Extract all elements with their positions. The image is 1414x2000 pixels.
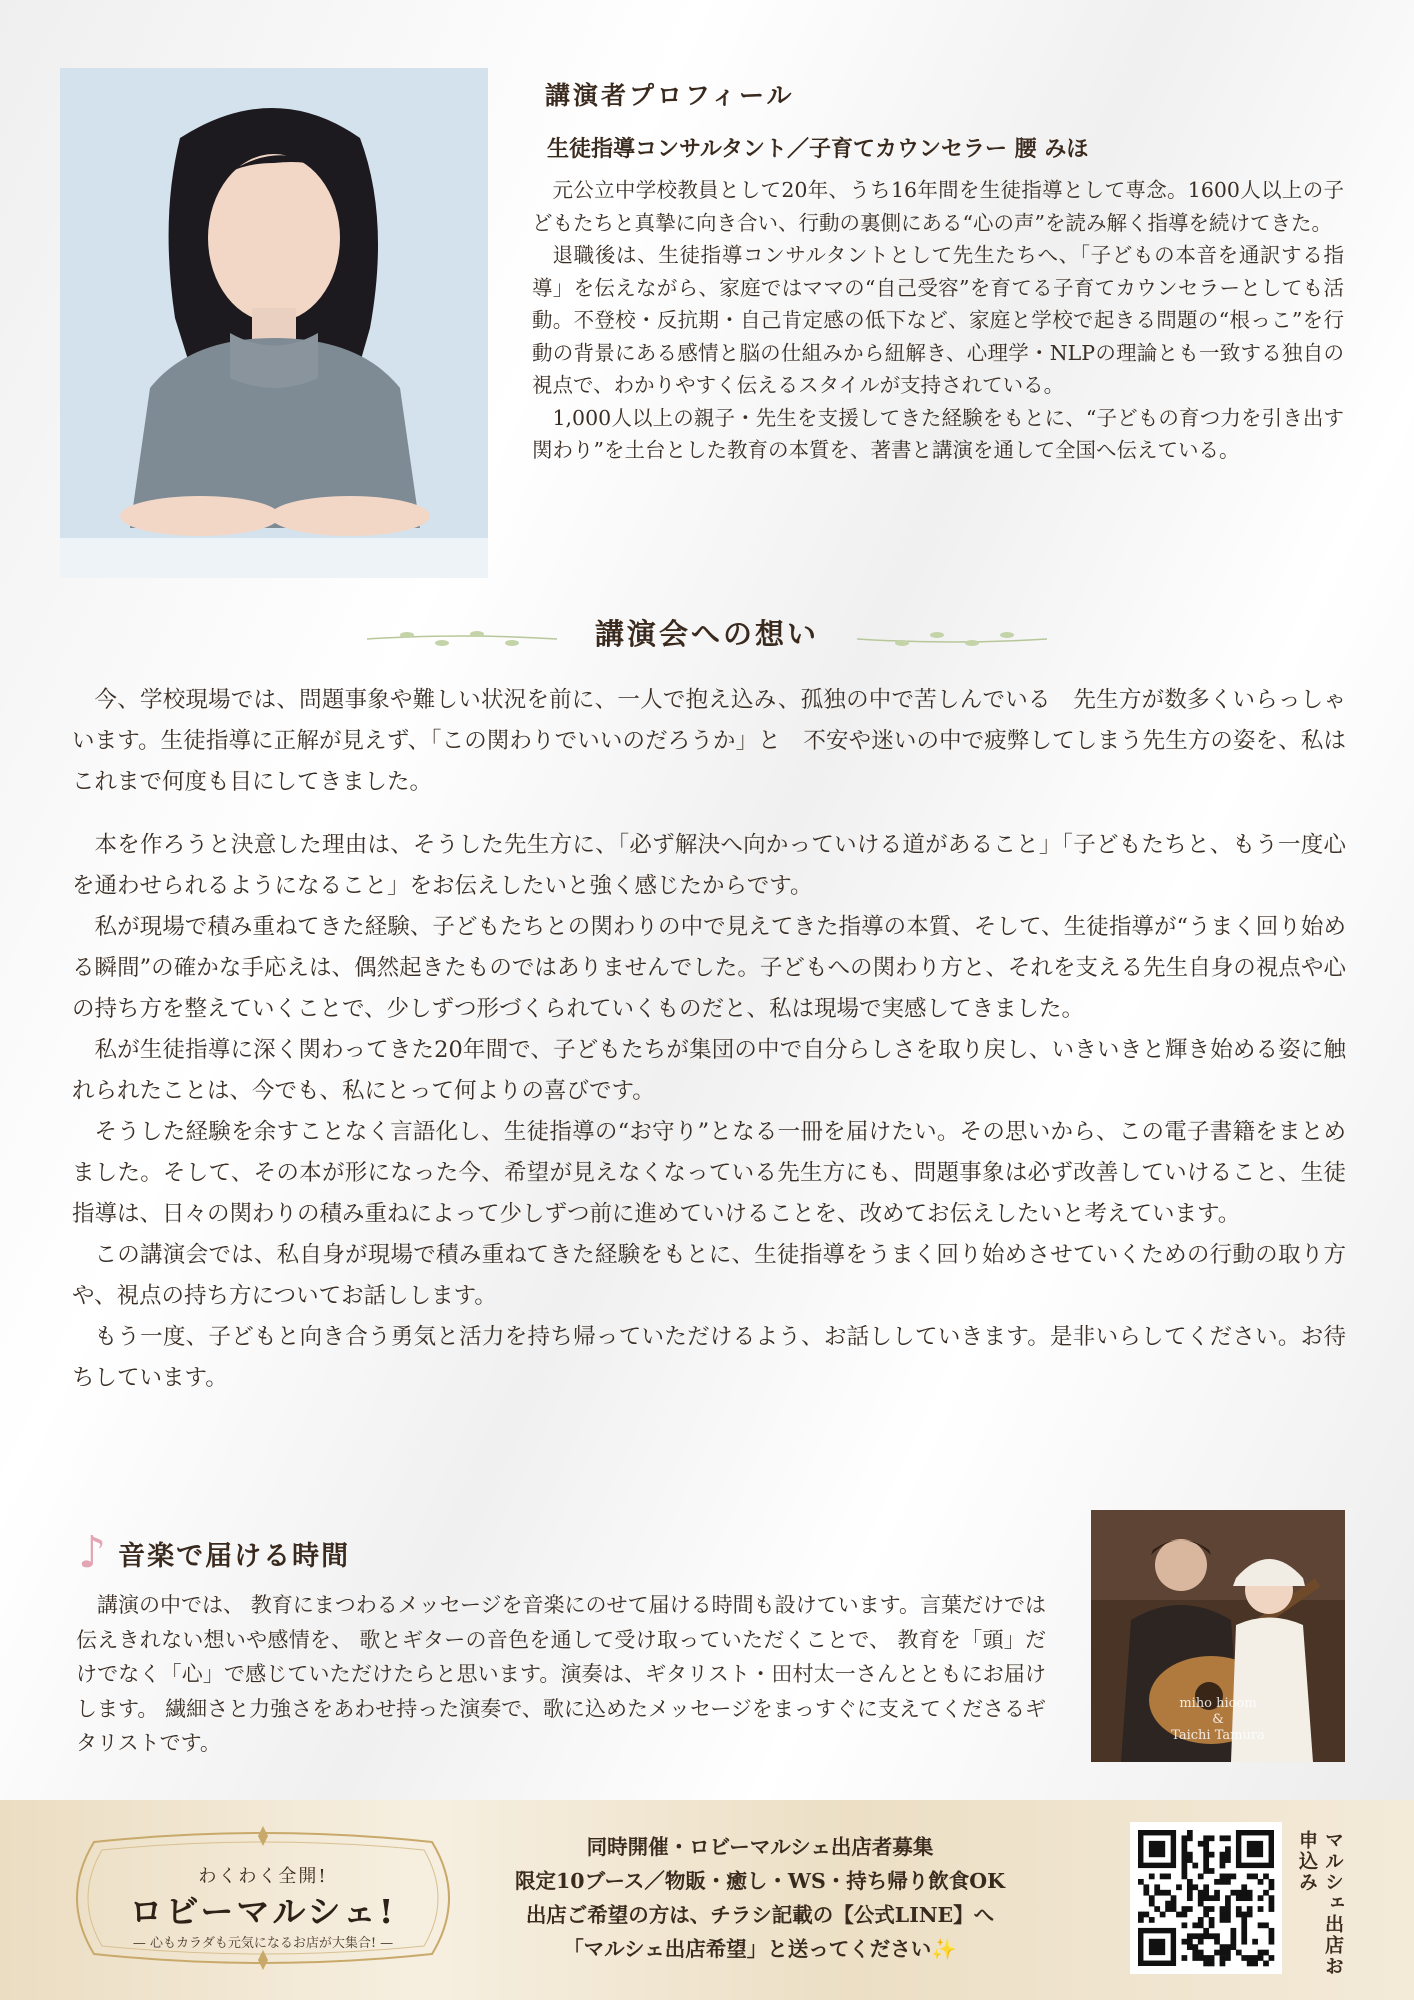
recruit-line: 同時開催・ロビーマルシェ出店者募集 [586,1835,934,1859]
music-paragraph: 講演の中では、 教育にまつわるメッセージを音楽にのせて届ける時間も設けています。言葉だけでは伝えきれない想いや感情を、 歌とギターの音色を通して受け取っていただくことで、 教育を「頭」だけでなく「心」で感じていただけたらと思います。演奏は、ギタリスト・田村太一さんとともにお届けします。 繊細さと力強さをあわせ持った演奏で、歌に込めたメッセージをまっすぐに支えてくださるギタリストです。 [76,1593,1046,1755]
photo-caption-line: Taichi Tamura [1171,1728,1265,1743]
music-heading [78,1528,350,1578]
profile-paragraph: 退職後は、生徒指導コンサルタントとして先生たちへ、「子どもの本音を通訳する指導」を伝えながら、家庭ではママの“自己受容”を育てる子育てカウンセラーとしても活動。不登校・反抗期・自己肯定感の低下など、家庭と学校で起きる問題の“根っこ”を行動の背景にある感情と脳の仕組みから紐解き、心理学・NLPの理論とも一致する独自の視点で、わかりやすく伝えるスタイルが支持されている。 [532,243,1344,397]
qr-label: マルシェ出店お申込み [1296,1830,1344,1977]
recruit-line: 「マルシェ出店希望」と送ってください [563,1937,932,1961]
footer-band [0,1800,1414,2000]
recruit-line-with-sparkle [480,1932,1040,1966]
message-section-title [367,610,1047,664]
badge-line-3: — 心もカラダも元気になるお店が大集合! — [132,1936,394,1951]
recruit-line: 出店ご希望の方は、チラシ記載の【公式LINE】へ [525,1903,995,1927]
marche-recruit-text [480,1830,1040,1966]
music-heading-text: 音楽で届ける時間 [118,1540,351,1572]
message-paragraph: 今、学校現場では、問題事象や難しい状況を前に、一人で抱え込み、孤独の中で苦しんでいる 先生方が数多くいらっしゃいます。生徒指導に正解が見えず、「この関わりでいいのだろうか」と 不安や迷いの中で疲弊してしまう先生方の姿を、私はこれまで何度も目にしてきました。 [72,687,1346,795]
message-paragraph: そうした経験を余すことなく言語化し、生徒指導の“お守り”となる一冊を届けたい。その思いから、この電子書籍をまとめました。そして、その本が形になった今、希望が見えなくなっている先生方にも、問題事象は必ず改善していけること、生徒指導は、日々の関わりの積み重ねによって少しずつ前に進めていけることを、改めてお伝えしたいと考えています。 [72,1119,1346,1227]
profile-heading: 講演者プロフィール [545,81,795,110]
marche-badge [54,1822,472,1974]
music-body [76,1588,1046,1761]
message-paragraph: もう一度、子どもと向き合う勇気と活力を持ち帰っていただけるよう、お話ししていきます。是非いらしてください。お待ちしています。 [72,1324,1346,1391]
speaker-photo [60,68,488,578]
message-paragraph: 私が現場で積み重ねてきた経験、子どもたちとの関わりの中で見えてきた指導の本質、そして、生徒指導が“うまく回り始める瞬間”の確かな手応えは、偶然起きたものではありませんでした。子どもへの関わり方と、それを支える先生自身の視点や心の持ち方を整えていくことで、少しずつ形づくられていくものだと、私は現場で実感してきました。 [72,914,1346,1022]
photo-caption-line: miho hioom [1179,1696,1257,1711]
music-note-icon: ♪ [78,1527,107,1578]
photo-caption [1091,1696,1345,1744]
message-paragraph: この講演会では、私自身が現場で積み重ねてきた経験をもとに、生徒指導をうまく回り始めさせていくための行動の取り方や、視点の持ち方についてお話しします。 [72,1242,1346,1309]
photo-caption-line: & [1212,1712,1224,1727]
profile-paragraph: 元公立中学校教員として20年、うち16年間を生徒指導として専念。1600人以上の子どもたちと真摯に向き合い、行動の裏側にある“心の声”を読み解く指導を続けてきた。 [532,178,1344,235]
profile-paragraph: 1,000人以上の親子・先生を支援してきた経験をもとに、“子どもの育つ力を引き出す関わり”を土台とした教育の本質を、著書と講演を通して全国へ伝えている。 [532,405,1344,462]
badge-line-2: ロビーマルシェ! [129,1892,397,1931]
vine-ornament-right [857,630,1047,648]
badge-line-1: わくわく全開! [198,1866,328,1887]
performers-photo [1091,1510,1345,1762]
sparkle-icon: ✨ [931,1937,957,1961]
qr-code[interactable] [1130,1822,1282,1974]
message-body [72,680,1346,1399]
message-title: 講演会への想い [594,617,819,651]
message-paragraph: 私が生徒指導に深く関わってきた20年間で、子どもたちが集団の中で自分らしさを取り戻し、いきいきと輝き始める姿に触れられたことは、今でも、私にとって何よりの喜びです。 [72,1037,1346,1104]
recruit-line: 限定10ブース／物販・癒し・WS・持ち帰り飲食OK [515,1869,1005,1893]
profile-subtitle: 生徒指導コンサルタント／子育てカウンセラー 腰 みほ [547,136,1089,162]
message-paragraph: 本を作ろうと決意した理由は、そうした先生方に、「必ず解決へ向かっていける道があること」「子どもたちと、もう一度心を通わせられるようになること」をお伝えしたいと強く感じたからです。 [72,832,1346,899]
profile-body [532,174,1344,467]
